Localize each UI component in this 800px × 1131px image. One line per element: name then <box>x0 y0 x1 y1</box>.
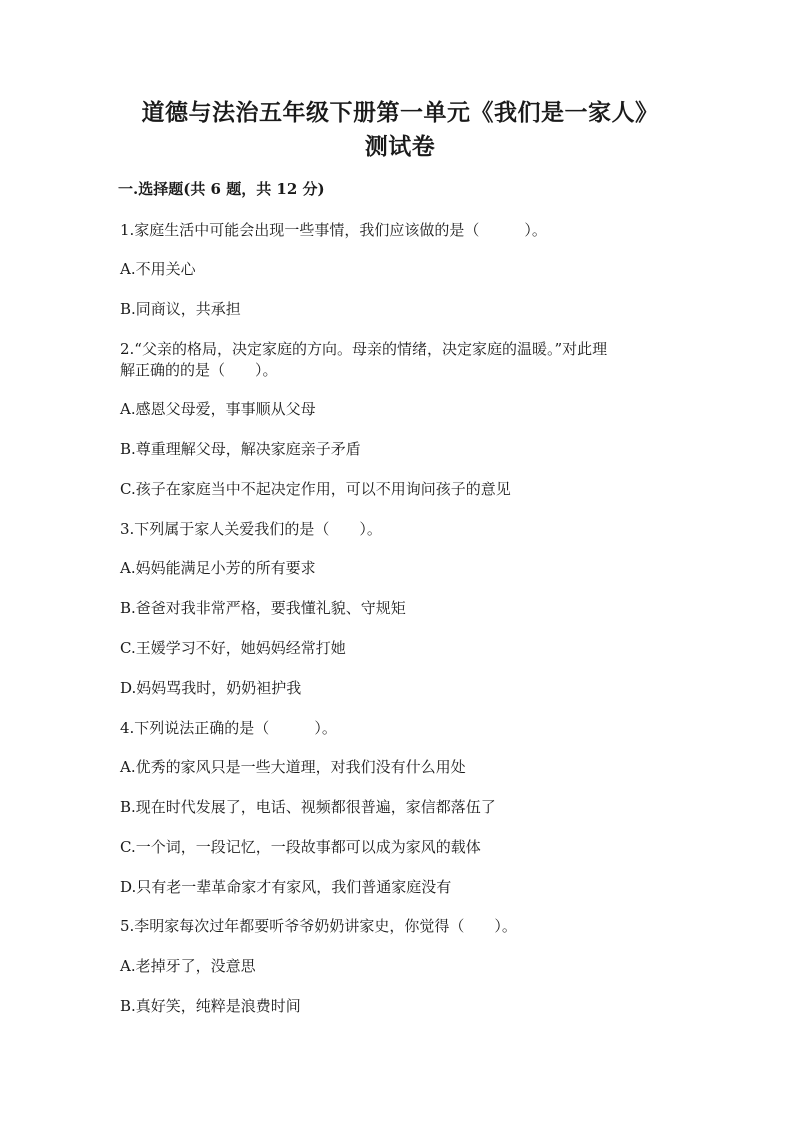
document-title-line-2: 测试卷 <box>364 133 436 160</box>
question-1-option-a: A.不用关心 <box>120 260 196 278</box>
question-2-option-b: B.尊重理解父母，解决家庭亲子矛盾 <box>120 440 361 458</box>
question-5-stem: 5.李明家每次过年都要听爷爷奶奶讲家史，你觉得（ ）。 <box>120 917 517 935</box>
question-4-option-d: D.只有老一辈革命家才有家风，我们普通家庭没有 <box>120 878 452 896</box>
question-2-stem-line-1: 2.“父亲的格局，决定家庭的方向。母亲的情绪，决定家庭的温暖。”对此理 <box>120 340 608 358</box>
question-1-stem: 1.家庭生活中可能会出现一些事情，我们应该做的是（ ）。 <box>120 221 547 239</box>
question-5-option-b: B.真好笑，纯粹是浪费时间 <box>120 997 301 1015</box>
document-title-line-1: 道德与法治五年级下册第一单元《我们是一家人》 <box>141 99 659 126</box>
question-4-stem: 4.下列说法正确的是（ ）。 <box>120 719 337 737</box>
question-2-stem-line-2: 解正确的的是（ ）。 <box>120 361 278 379</box>
question-1-option-b: B.同商议，共承担 <box>120 300 241 318</box>
question-3-option-b: B.爸爸对我非常严格，要我懂礼貌、守规矩 <box>120 599 406 617</box>
question-4-option-c: C.一个词，一段记忆，一段故事都可以成为家风的载体 <box>120 838 481 856</box>
question-2-option-c: C.孩子在家庭当中不起决定作用，可以不用询问孩子的意见 <box>120 480 511 498</box>
question-3-option-c: C.王媛学习不好，她妈妈经常打她 <box>120 639 346 657</box>
section-heading: 一.选择题(共 6 题，共 12 分) <box>118 180 325 198</box>
question-5-option-a: A.老掉牙了，没意思 <box>120 957 256 975</box>
question-4-option-a: A.优秀的家风只是一些大道理，对我们没有什么用处 <box>120 758 466 776</box>
question-4-option-b: B.现在时代发展了，电话、视频都很普遍，家信都落伍了 <box>120 798 496 816</box>
question-2-option-a: A.感恩父母爱，事事顺从父母 <box>120 400 316 418</box>
question-3-stem: 3.下列属于家人关爱我们的是（ ）。 <box>120 520 382 538</box>
question-3-option-d: D.妈妈骂我时，奶奶袒护我 <box>120 679 302 697</box>
question-3-option-a: A.妈妈能满足小芳的所有要求 <box>120 559 316 577</box>
